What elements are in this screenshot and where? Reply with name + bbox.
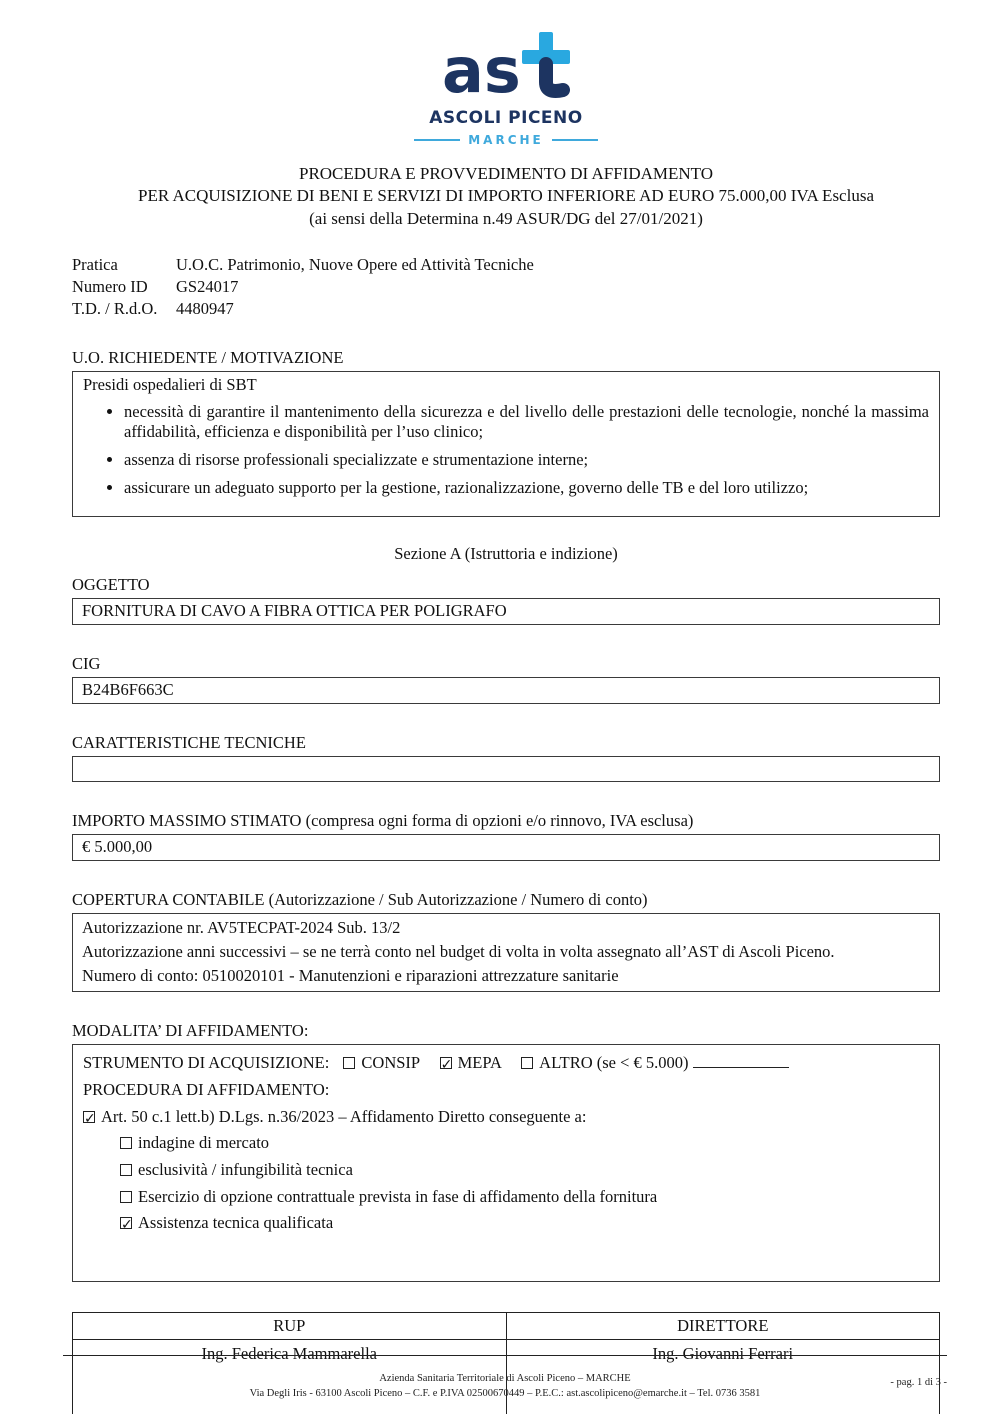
uo-richiedente-section — [72, 348, 940, 517]
direttore-name: Ing. Giovanni Ferrari — [506, 1340, 940, 1414]
page-number: - pag. 1 di 3 - — [890, 1376, 947, 1388]
direttore-header: DIRETTORE — [506, 1313, 940, 1340]
uo-bullet: • assicurare un adeguato supporto per la gestione, razionalizzazione, governo delle TB e del loro utilizzo; — [124, 478, 929, 498]
pratica-row — [72, 277, 940, 297]
cig-label: CIG — [72, 654, 101, 674]
td-rdo-label: T.D. / R.d.O. — [72, 299, 158, 319]
rup-header: RUP — [73, 1313, 507, 1340]
suboption-esercizio: Esercizio di opzione contrattuale prevista in fase di affidamento della fornitura — [120, 1184, 929, 1211]
td-rdo-value: 4480947 — [176, 299, 234, 319]
copertura-line: Numero di conto: 0510020101 - Manutenzioni e riparazioni attrezzature sanitarie — [82, 966, 619, 986]
signatures-header-row — [73, 1313, 940, 1340]
copertura-section — [72, 890, 940, 992]
uo-bullet-list — [83, 402, 929, 498]
consip-checkbox — [343, 1057, 355, 1069]
logo-rule-right — [552, 139, 598, 141]
logo — [72, 26, 940, 147]
caratteristiche-section — [72, 733, 940, 782]
art50-checkbox — [83, 1111, 95, 1123]
option-mepa: ✓ MEPA — [440, 1053, 501, 1072]
page-footer — [63, 1355, 947, 1403]
copertura-line: Autorizzazione nr. AV5TECPAT-2024 Sub. 13/2 — [82, 918, 401, 938]
suboption-assistenza: ✓Assistenza tecnica qualificata — [120, 1210, 929, 1237]
uo-richiedente-box — [72, 371, 940, 517]
pratica-row — [72, 255, 940, 275]
logo-region-row — [72, 133, 940, 147]
cig-section — [72, 654, 940, 704]
caratteristiche-label: CARATTERISTICHE TECNICHE — [72, 733, 306, 753]
strumento-acquisizione-row — [83, 1050, 929, 1077]
importo-label: IMPORTO MASSIMO STIMATO (compresa ogni forma di opzioni e/o rinnovo, IVA esclusa) — [72, 811, 694, 831]
oggetto-field: FORNITURA DI CAVO A FIBRA OTTICA PER POLIGRAFO — [72, 598, 940, 625]
mepa-checkbox — [440, 1057, 452, 1069]
assistenza-checkbox — [120, 1217, 132, 1229]
uo-bullet: • necessità di garantire il mantenimento della sicurezza e del livello delle prestazioni delle tecnologie, nonché la massima affidabilità, efficienza e disponibilità per l’uso clinico; — [124, 402, 929, 442]
document-title — [72, 163, 940, 230]
suboption-esclusivita: esclusività / infungibilità tecnica — [120, 1157, 929, 1184]
importo-field: € 5.000,00 — [72, 834, 940, 861]
title-line-2: PER ACQUISIZIONE DI BENI E SERVIZI DI IMPORTO INFERIORE AD EURO 75.000,00 IVA Esclusa — [137, 186, 874, 206]
modalita-box — [72, 1044, 940, 1282]
logo-city-text: ASCOLI PICENO — [429, 108, 583, 128]
rup-name: Ing. Federica Mammarella — [73, 1340, 507, 1414]
option-consip: CONSIP — [343, 1053, 419, 1072]
option-altro: ALTRO (se < € 5.000) — [521, 1053, 789, 1072]
copertura-box — [72, 913, 940, 992]
title-line-3: (ai sensi della Determina n.49 ASUR/DG del 27/01/2021) — [309, 208, 703, 228]
uo-bullet: • assenza di risorse professionali specializzate e strumentazione interne; — [124, 450, 929, 470]
altro-blank-line — [693, 1054, 789, 1068]
footer-rule — [63, 1355, 947, 1356]
strumento-label: STRUMENTO DI ACQUISIZIONE: — [83, 1053, 330, 1073]
importo-section — [72, 811, 940, 861]
numero-id-label: Numero ID — [72, 277, 148, 297]
uo-richiedente-heading: U.O. RICHIEDENTE / MOTIVAZIONE — [72, 348, 344, 368]
svg-text:as: as — [442, 34, 521, 102]
esclusivita-checkbox — [120, 1164, 132, 1176]
pratica-info — [72, 255, 940, 319]
sezione-a-title: Sezione A (Istruttoria e indizione) — [394, 544, 618, 564]
logo-rule-left — [414, 139, 460, 141]
footer-line-1: Azienda Sanitaria Territoriale di Ascoli Piceno – MARCHE — [379, 1372, 631, 1384]
modalita-heading: MODALITA’ DI AFFIDAMENTO: — [72, 1021, 309, 1041]
caratteristiche-field — [72, 756, 940, 782]
modalita-section — [72, 1021, 940, 1282]
copertura-label: COPERTURA CONTABILE (Autorizzazione / Sub Autorizzazione / Numero di conto) — [72, 890, 648, 910]
cig-field: B24B6F663C — [72, 677, 940, 704]
indagine-checkbox — [120, 1137, 132, 1149]
suboption-indagine: indagine di mercato — [120, 1130, 929, 1157]
copertura-line: Autorizzazione anni successivi – se ne terrà conto nel budget di volta in volta assegnato all’AST di Ascoli Piceno. — [82, 942, 835, 962]
pratica-label: Pratica — [72, 255, 118, 275]
esercizio-checkbox — [120, 1191, 132, 1203]
altro-checkbox — [521, 1057, 533, 1069]
ast-logo-icon — [442, 26, 570, 107]
pratica-value: U.O.C. Patrimonio, Nuove Opere ed Attività Tecniche — [176, 255, 534, 275]
logo-region-text: MARCHE — [468, 133, 544, 147]
title-line-1: PROCEDURA E PROVVEDIMENTO DI AFFIDAMENTO — [298, 164, 714, 183]
footer-text — [63, 1371, 947, 1403]
pratica-row — [72, 299, 940, 319]
footer-line-2: Via Degli Iris - 63100 Ascoli Piceno – C.F. e P.IVA 02500670449 – P.E.C.: ast.ascolipiceno@emarche.it – Tel. 0736 3581 — [249, 1388, 761, 1400]
oggetto-section — [72, 575, 940, 625]
art50-option: ✓Art. 50 c.1 lett.b) D.Lgs. n.36/2023 – Affidamento Diretto conseguente a: — [83, 1104, 929, 1131]
numero-id-value: GS24017 — [176, 277, 239, 297]
procedura-label: PROCEDURA DI AFFIDAMENTO: — [83, 1079, 330, 1099]
uo-intro: Presidi ospedalieri di SBT — [83, 375, 257, 395]
oggetto-label: OGGETTO — [72, 575, 150, 595]
